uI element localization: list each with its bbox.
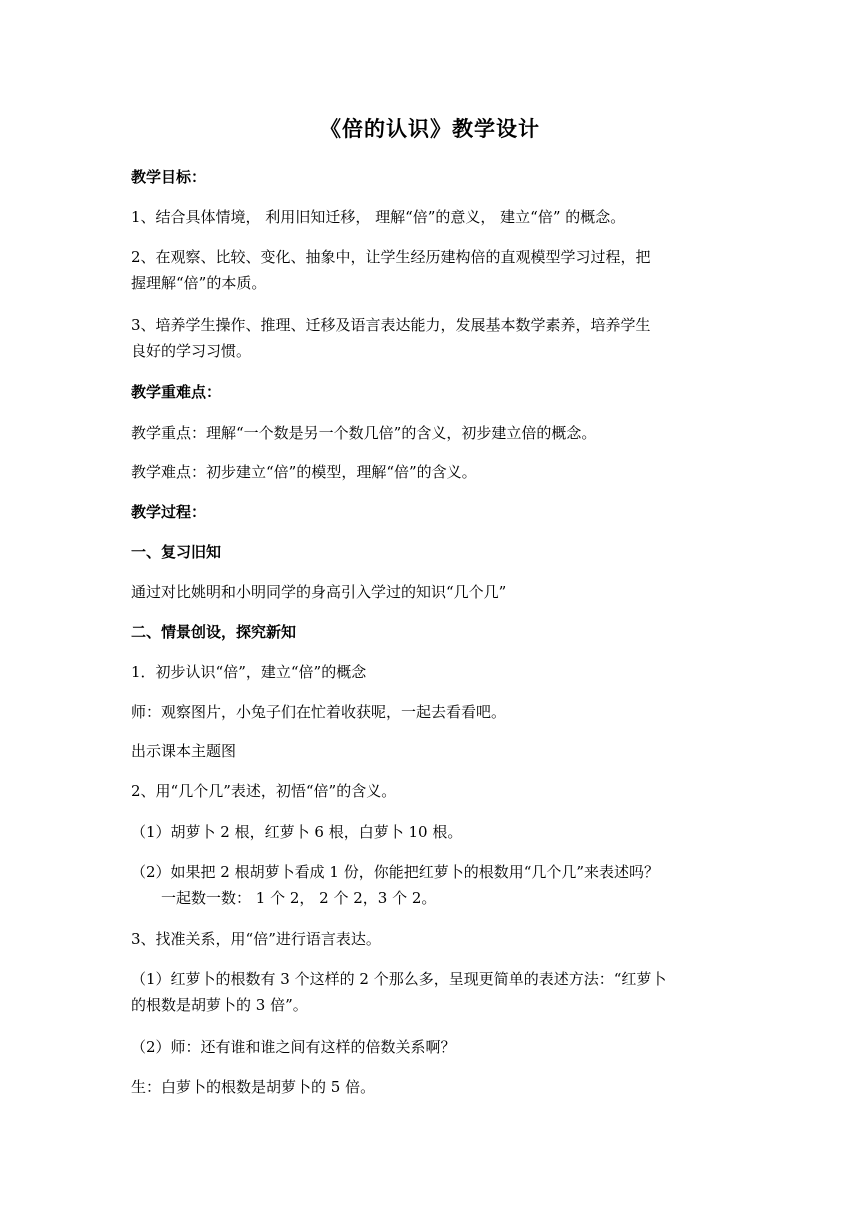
objective-2-line-2: 握理解“倍”的本质。 bbox=[131, 274, 267, 292]
item-3-1-line-2: 的根数是胡萝卜的 3 倍”。 bbox=[131, 996, 308, 1014]
objective-1: 1、结合具体情境， 利用旧知迁移， 理解“倍”的意义， 建立“倍” 的概念。 bbox=[131, 208, 626, 226]
step-1: 1．初步认识“倍”，建立“倍”的概念 bbox=[131, 663, 367, 681]
count-together: 一起数一数： 1 个 2， 2 个 2，3 个 2。 bbox=[161, 889, 437, 907]
document-title: 《倍的认识》教学设计 bbox=[320, 116, 540, 141]
show-picture: 出示课本主题图 bbox=[131, 742, 237, 760]
section-2-heading: 二、情景创设，探究新知 bbox=[131, 623, 297, 641]
item-3-1-line-1: （1）红萝卜的根数有 3 个这样的 2 个那么多，呈现更简单的表述方法：“红萝卜 bbox=[131, 970, 667, 988]
objective-3-line-1: 3、培养学生操作、推理、迁移及语言表达能力，发展基本数学素养，培养学生 bbox=[131, 316, 651, 334]
objective-2-line-1: 2、在观察、比较、变化、抽象中，让学生经历建构倍的直观模型学习过程，把 bbox=[131, 248, 651, 266]
student-answer: 生：白萝卜的根数是胡萝卜的 5 倍。 bbox=[131, 1078, 376, 1096]
section-1-text: 通过对比姚明和小明同学的身高引入学过的知识“几个几” bbox=[131, 583, 507, 601]
step-3: 3、找准关系，用“倍”进行语言表达。 bbox=[131, 930, 381, 948]
objectives-heading: 教学目标： bbox=[131, 168, 207, 186]
process-heading: 教学过程： bbox=[131, 503, 207, 521]
item-3-2: （2）师：还有谁和谁之间有这样的倍数关系啊？ bbox=[131, 1038, 456, 1056]
teacher-line-1: 师：观察图片，小兔子们在忙着收获呢，一起去看看吧。 bbox=[131, 703, 507, 721]
key-points-heading: 教学重难点： bbox=[131, 383, 222, 401]
item-2-1: （1）胡萝卜 2 根，红萝卜 6 根，白萝卜 10 根。 bbox=[131, 823, 463, 841]
objective-3-line-2: 良好的学习习惯。 bbox=[131, 342, 252, 360]
key-point: 教学重点：理解“一个数是另一个数几倍”的含义，初步建立倍的概念。 bbox=[131, 424, 597, 442]
section-1-heading: 一、复习旧知 bbox=[131, 543, 222, 561]
step-2: 2、用“几个几”表述，初悟“倍”的含义。 bbox=[131, 782, 397, 800]
item-2-2: （2）如果把 2 根胡萝卜看成 1 份，你能把红萝卜的根数用“几个几”来表述吗？ bbox=[131, 863, 660, 881]
difficult-point: 教学难点：初步建立“倍”的模型，理解“倍”的含义。 bbox=[131, 463, 477, 481]
